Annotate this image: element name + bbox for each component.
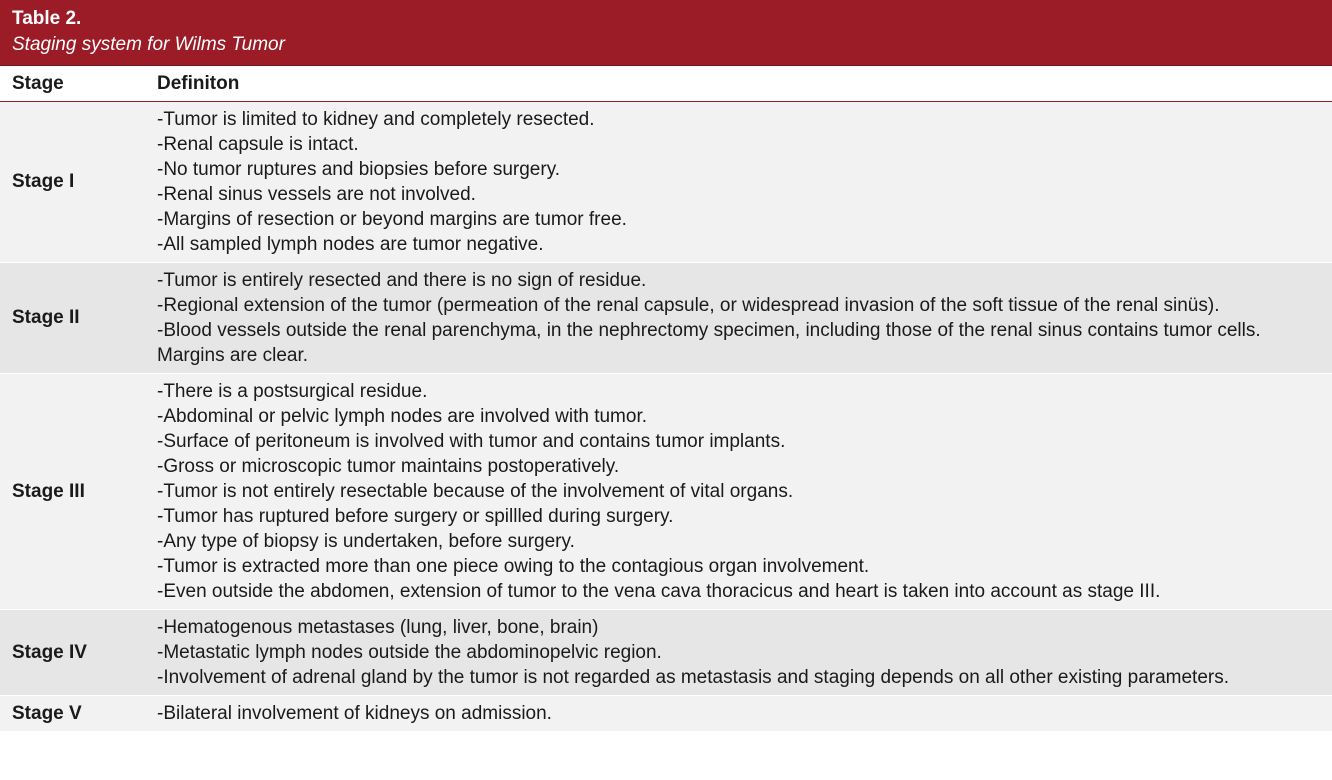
definition-line: -All sampled lymph nodes are tumor negative. bbox=[157, 234, 544, 255]
table-row bbox=[0, 102, 1332, 262]
definition-line: -Tumor is entirely resected and there is no sign of residue. bbox=[157, 270, 647, 291]
definition-line: -Gross or microscopic tumor maintains postoperatively. bbox=[157, 456, 620, 477]
table-row bbox=[0, 695, 1332, 731]
definition-line: -Abdominal or pelvic lymph nodes are involved with tumor. bbox=[157, 406, 648, 427]
table-title: Staging system for Wilms Tumor bbox=[12, 34, 285, 55]
definition-cell bbox=[145, 102, 1332, 262]
definition-line: -Even outside the abdomen, extension of tumor to the vena cava thoracicus and heart is taken into account as stage III. bbox=[157, 581, 1161, 602]
table-caption bbox=[0, 0, 1332, 66]
definition-line: -Bilateral involvement of kidneys on admission. bbox=[157, 703, 552, 724]
definition-line: -Blood vessels outside the renal parenchyma, in the nephrectomy specimen, including those of the renal sinus contains tumor cells. Margins are clear. bbox=[157, 320, 1261, 366]
table-row bbox=[0, 609, 1332, 695]
definition-line: -Hematogenous metastases (lung, liver, bone, brain) bbox=[157, 617, 599, 638]
header-stage: Stage bbox=[12, 72, 64, 94]
table-header-row bbox=[0, 66, 1332, 102]
definition-line: -Margins of resection or beyond margins are tumor free. bbox=[157, 209, 627, 230]
definition-cell bbox=[145, 263, 1332, 373]
definition-line: -There is a postsurgical residue. bbox=[157, 381, 428, 402]
table-row bbox=[0, 262, 1332, 373]
definition-cell bbox=[145, 610, 1332, 695]
header-definition: Definiton bbox=[157, 72, 240, 94]
definition-line: -Tumor is limited to kidney and completely resected. bbox=[157, 109, 595, 130]
table-row bbox=[0, 373, 1332, 609]
definition-cell bbox=[145, 374, 1332, 609]
definition-line: -Tumor has ruptured before surgery or spillled during surgery. bbox=[157, 506, 674, 527]
stage-cell: Stage I bbox=[12, 171, 75, 192]
definition-line: -Involvement of adrenal gland by the tumor is not regarded as metastasis and staging depends on all other existing parameters. bbox=[157, 667, 1230, 688]
definition-line: -No tumor ruptures and biopsies before surgery. bbox=[157, 159, 561, 180]
definition-line: -Renal sinus vessels are not involved. bbox=[157, 184, 476, 205]
stage-cell: Stage III bbox=[12, 480, 85, 502]
definition-line: -Regional extension of the tumor (permeation of the renal capsule, or widespread invasion of the soft tissue of the renal sinüs). bbox=[157, 295, 1220, 316]
definition-line: -Any type of biopsy is undertaken, before surgery. bbox=[157, 531, 575, 552]
stage-cell: Stage IV bbox=[12, 641, 87, 663]
definition-line: -Tumor is not entirely resectable because of the involvement of vital organs. bbox=[157, 481, 794, 502]
definition-cell bbox=[145, 696, 1332, 731]
definition-line: -Metastatic lymph nodes outside the abdominopelvic region. bbox=[157, 642, 662, 663]
definition-line: -Tumor is extracted more than one piece owing to the contagious organ involvement. bbox=[157, 556, 870, 577]
definition-line: -Renal capsule is intact. bbox=[157, 134, 359, 155]
stage-cell: Stage II bbox=[12, 307, 80, 328]
definition-line: -Surface of peritoneum is involved with tumor and contains tumor implants. bbox=[157, 431, 786, 452]
stage-cell: Stage V bbox=[12, 702, 82, 724]
table-label: Table 2. bbox=[12, 8, 82, 29]
